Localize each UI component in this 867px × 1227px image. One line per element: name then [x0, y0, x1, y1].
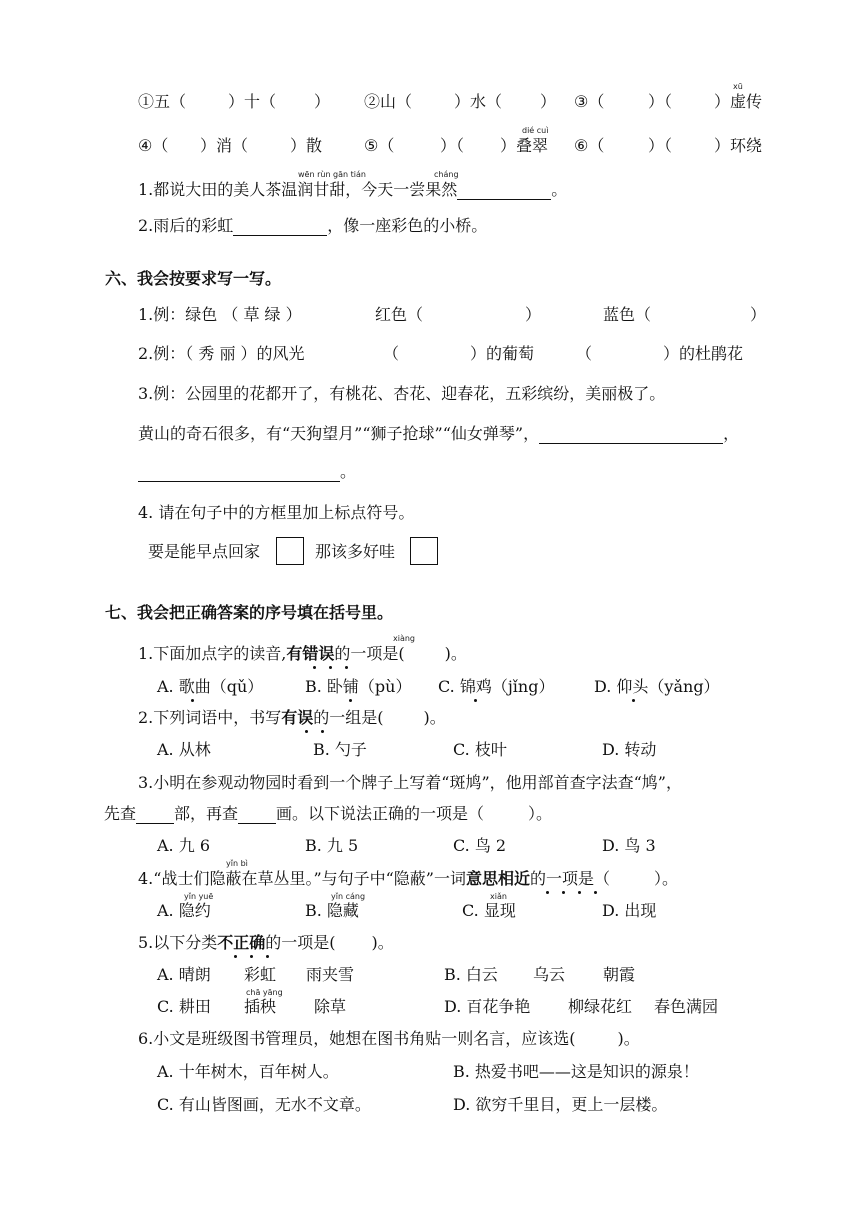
- s7-q5-d-1[interactable]: D. 百花争艳: [444, 997, 531, 1016]
- punctuation-box-1[interactable]: [276, 537, 304, 565]
- emphasis-dot: [305, 730, 308, 733]
- s7-q2-option-c[interactable]: C. 枝叶: [453, 740, 507, 759]
- pinyin-xu: xū: [733, 82, 743, 91]
- s7-q1-stem-a: 1.下面加点字的读音,: [138, 644, 287, 663]
- answer-blank[interactable]: [539, 427, 723, 444]
- s7-q5-stem-b: 的一项是(: [265, 933, 336, 952]
- question-2-end: ，像一座彩色的小桥。: [327, 216, 488, 235]
- fill-word-2c: ）: [540, 92, 557, 111]
- s7-q4-option-b[interactable]: B. 隐藏: [305, 901, 359, 920]
- pinyin-diecui: dié cuì: [522, 126, 549, 135]
- s7-q1-option-b[interactable]: B. 卧铺（pù）: [305, 677, 412, 696]
- question-1-text: 1.都说大田的美人茶温润甘甜，今天一尝果然: [138, 180, 458, 199]
- pinyin-chayang: chā yāng: [246, 988, 283, 997]
- s7-q2-option-b[interactable]: B. 勺子: [313, 740, 367, 759]
- s7-q6-option-d[interactable]: D. 欲穷千里目，更上一层楼。: [453, 1095, 668, 1114]
- emphasis-dot: [191, 699, 194, 702]
- answer-blank[interactable]: [457, 183, 551, 200]
- pinyin-wenrun: wēn rùn gān tián: [298, 170, 366, 179]
- s7-q3-text-d: ）。: [528, 804, 553, 823]
- s7-q4-option-d[interactable]: D. 出现: [602, 901, 657, 920]
- emphasis-dot: [562, 891, 565, 894]
- s7-q5-b-3: 朝霞: [603, 965, 636, 984]
- s6-item3-comma: ，: [723, 424, 740, 443]
- s7-q2-option-a[interactable]: A. 从林: [157, 740, 211, 759]
- fill-word-4a: ④（: [138, 136, 169, 155]
- emphasis-dot: [345, 666, 348, 669]
- s7-q4-stem: [138, 869, 678, 889]
- s6-item3-line2: [138, 424, 739, 444]
- pinyin-xian: xiǎn: [490, 892, 507, 901]
- pinyin-xiang: xiàng: [393, 634, 416, 643]
- pinyin-yinyue: yǐn yuē: [184, 892, 214, 901]
- s6-item1-red-close: ）: [525, 305, 542, 324]
- s7-q2-option-d[interactable]: D. 转动: [602, 740, 657, 759]
- fill-word-5a: ⑤（: [364, 136, 395, 155]
- s7-q1-option-c[interactable]: C. 锦鸡（jǐng）: [438, 677, 555, 696]
- s7-q3-line2: [104, 804, 552, 824]
- s6-item2-grape: ）的葡萄: [470, 344, 535, 363]
- question-2-text: 2.雨后的彩虹: [138, 216, 234, 235]
- s6-item3-text: 黄山的奇石很多，有“天狗望月”“狮子抢球”“仙女弹琴”，: [138, 424, 540, 443]
- s7-q3-text-a: 先查: [104, 804, 137, 823]
- s7-q1-option-a[interactable]: A. 歌曲（qǔ）: [157, 677, 264, 696]
- s7-q5-c-1[interactable]: C. 耕田: [157, 997, 211, 1016]
- s7-q6-option-c[interactable]: C. 有山皆图画，无水不文章。: [157, 1095, 371, 1114]
- question-2: [138, 216, 487, 236]
- fill-word-5c: ）叠翠: [500, 136, 549, 155]
- fill-word-5b: ）（: [440, 136, 465, 155]
- s7-q4-option-a[interactable]: A. 隐约: [157, 901, 211, 920]
- s7-q1-stem-b: 的一项是(: [334, 644, 405, 663]
- s7-q2-stem-b: 的一组是(: [313, 708, 384, 727]
- fill-word-1c: ）: [314, 92, 331, 111]
- fill-word-6b: ）（: [648, 136, 673, 155]
- emphasis-dot: [234, 955, 237, 958]
- s6-item4-part1: 要是能早点回家: [148, 542, 261, 561]
- s6-item2-azalea-open: （: [576, 344, 593, 363]
- s7-q5-a-2: 彩虹: [244, 965, 277, 984]
- s7-q5-a-3: 雨夹雪: [306, 965, 355, 984]
- emphasis-dot: [349, 699, 352, 702]
- s7-q4-stem-b: 的一项是（: [530, 869, 611, 888]
- emphasis-dot: [474, 699, 477, 702]
- s7-q3-text-b: 部，再查: [174, 804, 239, 823]
- fill-word-6a: ⑥（: [574, 136, 605, 155]
- s7-q1-emphasis: 有错误: [286, 644, 335, 663]
- s7-q6-stem: [138, 1029, 640, 1049]
- fill-word-1a: ①五（: [138, 92, 187, 111]
- s7-q1-option-d[interactable]: D. 仰头（yǎng）: [594, 677, 720, 696]
- s7-q4-stem-a: 4.“战士们隐蔽在草丛里。”与句子中“隐蔽”一词: [138, 869, 466, 888]
- fill-word-2b: ）水（: [454, 92, 503, 111]
- s6-item3-example: 3.例：公园里的花都开了，有桃花、杏花、迎春花，五彩缤纷，美丽极了。: [138, 384, 666, 403]
- s7-q4-emphasis: 意思相近: [466, 869, 531, 888]
- fill-word-4c: ）散: [290, 136, 323, 155]
- s6-item1-example: 1.例：绿色 （ 草 绿 ）: [138, 305, 302, 324]
- s7-q2-stem: [138, 708, 446, 728]
- s7-q2-stem-c: )。: [423, 708, 446, 727]
- s7-q6-option-a[interactable]: A. 十年树木，百年树人。: [157, 1062, 339, 1081]
- s7-q3-option-a[interactable]: A. 九 6: [157, 836, 210, 855]
- s7-q6-stem-c: )。: [617, 1029, 640, 1048]
- emphasis-dot: [594, 891, 597, 894]
- s7-q5-b-2: 乌云: [533, 965, 566, 984]
- emphasis-dot: [546, 891, 549, 894]
- s7-q5-b-1[interactable]: B. 白云: [444, 965, 498, 984]
- answer-blank[interactable]: [233, 219, 327, 236]
- s7-q1-stem: [138, 644, 467, 664]
- s6-item3-period: 。: [340, 462, 357, 481]
- s7-q5-stem: [138, 933, 394, 953]
- fill-word-3a: ③（: [574, 92, 605, 111]
- question-1-end: 。: [551, 180, 568, 199]
- fill-word-3c: ）虚传: [714, 92, 763, 111]
- s6-item1-red: 红色（: [375, 305, 424, 324]
- s7-q5-c-3: 除草: [314, 997, 347, 1016]
- emphasis-dot: [578, 891, 581, 894]
- s6-item2-grape-open: （: [383, 344, 400, 363]
- s7-q5-d-3: 春色满园: [654, 997, 719, 1016]
- answer-blank[interactable]: [138, 465, 340, 482]
- emphasis-dot: [329, 666, 332, 669]
- s6-item3-line3: [138, 462, 356, 482]
- s6-item1-blue: 蓝色（: [603, 305, 652, 324]
- s7-q3-option-c[interactable]: C. 鸟 2: [453, 836, 507, 855]
- s7-q5-stem-c: )。: [371, 933, 394, 952]
- punctuation-box-2[interactable]: [410, 537, 438, 565]
- emphasis-dot: [266, 955, 269, 958]
- s7-q3-line1: 3.小明在参观动物园时看到一个牌子上写着“斑鸠”，他用部首查字法查“鸠”，: [138, 773, 682, 792]
- fill-word-6c: ）环绕: [714, 136, 763, 155]
- s7-q3-text-c: 画。以下说法正确的一项是（: [276, 804, 485, 823]
- s6-item4-text: 4. 请在句子中的方框里加上标点符号。: [138, 503, 415, 522]
- fill-word-1b: ）十（: [228, 92, 277, 111]
- s7-q2-stem-a: 2.下列词语中，书写: [138, 708, 282, 727]
- s6-item2-example: 2.例：（ 秀 丽 ）的风光: [138, 344, 305, 363]
- s7-q6-stem-text: 6.小文是班级图书管理员，她想在图书角贴一则名言，应该选(: [138, 1029, 576, 1048]
- section-6-title: 六、我会按要求写一写。: [105, 269, 282, 288]
- fill-word-2a: ②山（: [364, 92, 413, 111]
- s7-q5-emphasis: 不正确: [217, 933, 266, 952]
- emphasis-dot: [250, 955, 253, 958]
- s7-q1-stem-c: )。: [444, 644, 467, 663]
- s6-item1-blue-close: ）: [750, 305, 767, 324]
- fill-word-3b: ）（: [648, 92, 673, 111]
- s7-q5-stem-a: 5.以下分类: [138, 933, 218, 952]
- s7-q3-option-d[interactable]: D. 鸟 3: [602, 836, 656, 855]
- s7-q5-d-2: 柳绿花红: [568, 997, 633, 1016]
- pinyin-yinbi: yǐn bì: [226, 859, 248, 868]
- pinyin-yincang: yǐn cáng: [331, 892, 366, 901]
- s6-item2-azalea: ）的杜鹃花: [663, 344, 744, 363]
- s7-q6-option-b[interactable]: B. 热爱书吧——这是知识的源泉！: [453, 1062, 699, 1081]
- s7-q4-option-c[interactable]: C. 显现: [462, 901, 516, 920]
- answer-blank[interactable]: [136, 807, 174, 824]
- section-7-title: 七、我会把正确答案的序号填在括号里。: [105, 603, 394, 622]
- answer-blank[interactable]: [238, 807, 276, 824]
- pinyin-chang: cháng: [434, 170, 459, 179]
- question-1: [138, 180, 567, 200]
- s7-q3-option-b[interactable]: B. 九 5: [305, 836, 359, 855]
- emphasis-dot: [321, 730, 324, 733]
- s6-item4-part2: 那该多好哇: [315, 542, 396, 561]
- fill-word-4b: ）消（: [200, 136, 249, 155]
- s7-q2-emphasis: 有误: [281, 708, 314, 727]
- emphasis-dot: [313, 666, 316, 669]
- s7-q4-stem-c: ）。: [654, 869, 679, 888]
- s7-q5-c-2: 插秧: [244, 997, 277, 1016]
- s7-q5-a-1[interactable]: A. 晴朗: [157, 965, 211, 984]
- emphasis-dot: [632, 699, 635, 702]
